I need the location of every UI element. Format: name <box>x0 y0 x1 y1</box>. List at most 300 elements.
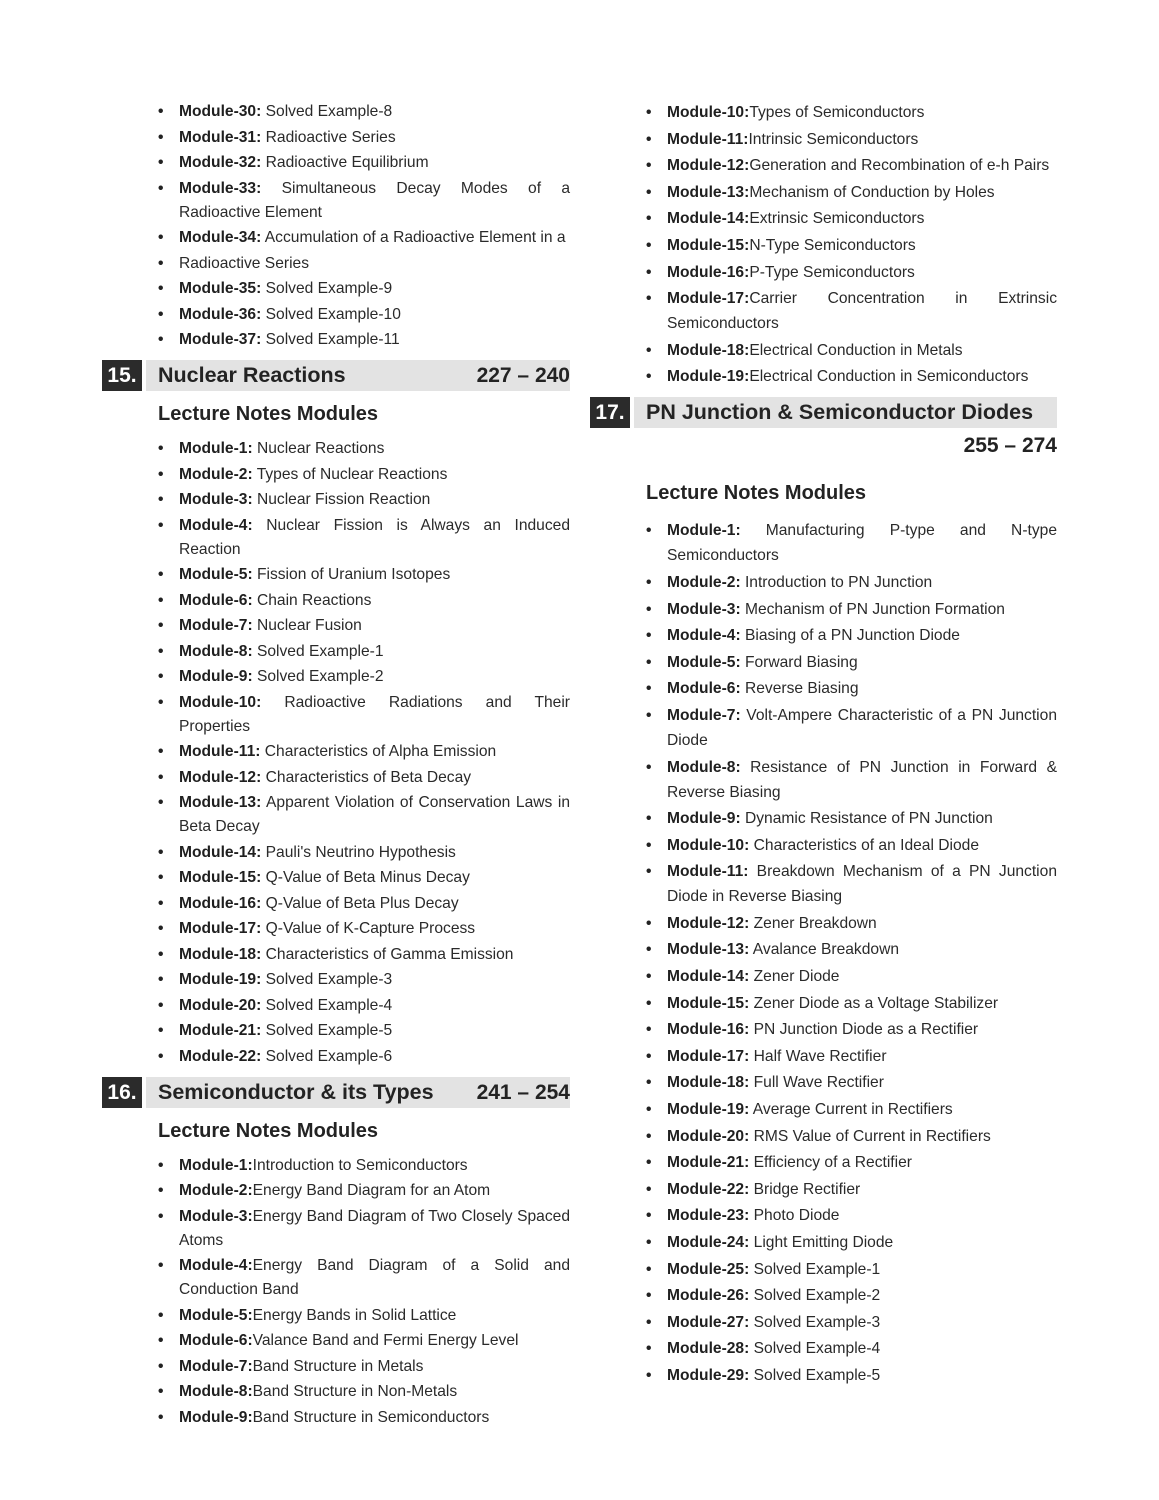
module-title: Valance Band and Fermi Energy Level <box>252 1332 519 1349</box>
module-separator: : <box>256 996 262 1014</box>
module-list-item <box>667 676 1057 701</box>
module-separator: : <box>256 894 262 912</box>
module-title: Solved Example-9 <box>261 280 393 297</box>
module-title: Band Structure in Non-Metals <box>252 1383 458 1400</box>
module-id: Module-4 <box>667 627 736 645</box>
module-id: Module-21 <box>179 1022 257 1039</box>
module-separator: : <box>744 183 750 201</box>
module-separator: : <box>735 680 741 698</box>
module-id: Module-26 <box>667 1287 745 1305</box>
module-list-item <box>667 623 1057 648</box>
module-id: Module-5 <box>179 1306 248 1324</box>
module-title: Zener Diode as a Voltage Stabilizer <box>749 994 999 1012</box>
module-separator: : <box>247 566 253 583</box>
module-title: Introduction to Semiconductors <box>252 1156 468 1174</box>
module-title: Average Current in Rectifiers <box>749 1101 953 1119</box>
module-id: Module-23 <box>667 1207 745 1225</box>
module-list-item <box>667 286 1057 336</box>
module-id: Module-13 <box>667 941 745 959</box>
module-list-item <box>179 126 570 150</box>
module-id: Module-15 <box>179 869 257 886</box>
module-list-item <box>179 968 570 992</box>
module-id: Module-1 <box>179 1156 248 1174</box>
module-list <box>590 100 1057 389</box>
module-title: Accumulation of a Radioactive Element in a <box>261 229 566 246</box>
module-list-item <box>667 153 1057 178</box>
module-list-item <box>179 177 570 225</box>
module-title: Carrier Concentration in Extrinsic Semiconductors <box>667 290 1057 333</box>
module-id: Module-14 <box>667 968 745 986</box>
module-separator: : <box>247 491 253 508</box>
module-title: Q-Value of Beta Minus Decay <box>261 869 470 886</box>
module-list-item <box>667 364 1057 389</box>
module-list-item <box>179 1179 570 1203</box>
module-title: Energy Band Diagram for an Atom <box>252 1182 491 1199</box>
module-id: Module-18 <box>667 1074 745 1092</box>
module-separator: : <box>744 1366 750 1384</box>
module-separator: : <box>735 600 741 618</box>
module-separator: : <box>256 128 262 146</box>
module-title: Half Wave Rectifier <box>749 1047 887 1065</box>
module-id: Module-28 <box>667 1340 745 1358</box>
module-separator: : <box>744 941 750 959</box>
module-separator: : <box>256 1047 262 1065</box>
module-id: Module-3 <box>179 491 248 508</box>
module-title: Solved Example-11 <box>261 331 400 348</box>
module-id: Module-14 <box>179 843 257 861</box>
module-title: Band Structure in Metals <box>252 1357 424 1375</box>
module-separator: : <box>256 229 262 246</box>
module-separator: : <box>744 1074 750 1092</box>
module-list-item <box>667 1017 1057 1042</box>
module-title: Bridge Rectifier <box>749 1180 861 1198</box>
module-list-item <box>667 338 1057 363</box>
module-list-item <box>667 703 1057 753</box>
module-list-item <box>667 1044 1057 1069</box>
module-id: Module-7 <box>179 1357 248 1375</box>
module-title: Full Wave Rectifier <box>749 1074 884 1092</box>
module-list-item <box>179 665 570 689</box>
module-id: Module-11 <box>179 743 256 760</box>
module-separator: : <box>743 863 749 881</box>
module-list-item <box>667 1230 1057 1255</box>
module-separator: : <box>256 843 262 861</box>
module-id: Module-13 <box>179 794 257 811</box>
module-title: Extrinsic Semiconductors <box>749 210 925 228</box>
module-list-item <box>667 806 1057 831</box>
module-list-item <box>179 1154 570 1178</box>
module-list-item <box>179 1329 570 1353</box>
module-title: Volt-Ampere Characteristic of a PN Junction Diode <box>667 706 1057 749</box>
module-id: Module-3 <box>179 1207 248 1225</box>
module-title: Q-Value of K-Capture Process <box>261 920 476 937</box>
module-id: Module-18 <box>667 341 745 359</box>
module-title: Q-Value of Beta Plus Decay <box>261 894 459 912</box>
module-separator: : <box>735 627 741 645</box>
module-id: Module-25 <box>667 1260 745 1278</box>
module-title: N-Type Semiconductors <box>749 236 916 254</box>
module-id: Module-14 <box>667 210 745 228</box>
module-id: Module-2 <box>179 465 248 483</box>
section-number: 16. <box>102 1077 142 1108</box>
module-title: RMS Value of Current in Rectifiers <box>749 1127 991 1145</box>
module-separator: : <box>744 157 750 175</box>
module-id: Module-16 <box>179 894 257 912</box>
module-list-item <box>667 260 1057 285</box>
module-separator: : <box>744 263 750 281</box>
module-separator: : <box>735 706 741 724</box>
module-id: Module-36 <box>179 305 257 323</box>
module-id: Module-20 <box>179 996 257 1014</box>
module-id: Module-9 <box>179 1408 248 1426</box>
module-title: Electrical Conduction in Metals <box>749 341 963 359</box>
module-title: Mechanism of PN Junction Formation <box>740 600 1005 618</box>
module-separator: : <box>247 668 253 685</box>
module-separator: : <box>247 642 253 660</box>
module-id: Module-12 <box>667 914 745 932</box>
section-page-range: 241 – 254 <box>476 1080 570 1104</box>
module-id: Module-19 <box>179 971 257 988</box>
module-title: Types of Semiconductors <box>749 104 925 121</box>
module-title: Characteristics of Gamma Emission <box>261 945 514 963</box>
module-separator: : <box>744 104 750 121</box>
section-number: 17. <box>590 397 630 428</box>
module-list-item <box>179 740 570 764</box>
module-title: Solved Example-3 <box>749 1313 881 1331</box>
module-separator: : <box>256 280 262 297</box>
module-separator: : <box>744 1234 750 1251</box>
module-list-item <box>179 252 570 276</box>
module-list-item <box>179 917 570 941</box>
module-id: Module-33 <box>179 179 257 197</box>
module-list-item <box>667 1283 1057 1308</box>
module-list-item <box>667 911 1057 936</box>
module-title: Nuclear Fission is Always an Induced Reaction <box>179 516 570 558</box>
module-list-item <box>667 1177 1057 1202</box>
module-list <box>590 518 1057 1388</box>
module-separator: : <box>247 516 253 534</box>
module-title: Energy Band Diagram of Two Closely Spaced Atoms <box>179 1207 570 1249</box>
module-title: PN Junction Diode as a Rectifier <box>749 1021 979 1039</box>
module-id: Module-8 <box>179 642 248 660</box>
module-title: Solved Example-2 <box>749 1287 881 1305</box>
module-separator: : <box>744 1313 750 1331</box>
module-separator: : <box>256 1022 262 1039</box>
module-separator: : <box>256 331 262 348</box>
module-list-item <box>667 1336 1057 1361</box>
module-list-item <box>667 100 1057 125</box>
module-separator: : <box>744 341 750 359</box>
module-title: Apparent Violation of Conservation Laws in Beta Decay <box>179 794 570 835</box>
module-id: Module-22 <box>667 1180 745 1198</box>
module-list-item <box>179 328 570 352</box>
module-list-item <box>667 1150 1057 1175</box>
module-title: Pauli's Neutrino Hypothesis <box>261 843 456 861</box>
module-title: Solved Example-1 <box>252 642 384 660</box>
module-id: Module-8 <box>667 758 736 776</box>
section-title: Nuclear Reactions <box>158 363 346 387</box>
module-list-item <box>667 937 1057 962</box>
module-title: Radioactive Equilibrium <box>261 154 429 171</box>
module-separator: : <box>744 1101 750 1119</box>
module-list-item <box>179 691 570 739</box>
module-id: Module-20 <box>667 1127 745 1145</box>
module-title: Simultaneous Decay Modes of a Radioactive Element <box>179 179 570 221</box>
section-title: PN Junction & Semiconductor Diodes <box>646 400 1034 425</box>
module-list-item <box>179 892 570 916</box>
section-15-header <box>102 360 570 391</box>
module-title: Nuclear Fission Reaction <box>252 491 431 508</box>
module-title: Biasing of a PN Junction Diode <box>740 627 960 645</box>
module-title: Types of Nuclear Reactions <box>252 465 448 483</box>
module-title: Mechanism of Conduction by Holes <box>749 183 995 201</box>
module-separator: : <box>744 836 750 854</box>
module-id: Module-12 <box>179 768 257 786</box>
module-id: Module-10 <box>667 104 745 121</box>
module-id: Module-5 <box>179 566 248 583</box>
module-separator: : <box>247 1383 253 1400</box>
module-list-item <box>667 833 1057 858</box>
module-title: Solved Example-2 <box>252 668 384 685</box>
module-separator: : <box>247 1408 253 1426</box>
module-title: Characteristics of Beta Decay <box>261 768 472 786</box>
lecture-notes-heading: Lecture Notes Modules <box>158 1119 379 1142</box>
module-list-item <box>667 964 1057 989</box>
module-id: Module-2 <box>667 573 736 591</box>
module-title: Efficiency of a Rectifier <box>749 1154 912 1172</box>
module-title: Solved Example-4 <box>261 996 393 1014</box>
module-separator: : <box>744 1021 750 1039</box>
module-id: Module-10 <box>667 836 745 854</box>
module-separator: : <box>256 945 262 963</box>
module-separator: : <box>247 1332 253 1349</box>
module-id: Module-19 <box>667 368 745 386</box>
module-list-item <box>179 866 570 890</box>
module-list-item <box>179 1304 570 1328</box>
module-list-item <box>667 597 1057 622</box>
module-title: Solved Example-8 <box>261 103 393 120</box>
module-separator: : <box>743 130 749 148</box>
module-id: Module-10 <box>179 693 257 711</box>
module-list-item <box>179 1019 570 1043</box>
module-list-item <box>667 1097 1057 1122</box>
module-separator: : <box>744 1047 750 1065</box>
module-list-item <box>667 1124 1057 1149</box>
module-separator: : <box>247 591 253 609</box>
module-id: Module-30 <box>179 103 257 120</box>
module-id: Module-3 <box>667 600 736 618</box>
module-title: Solved Example-5 <box>749 1366 881 1384</box>
module-id: Module-17 <box>179 920 257 937</box>
module-id: Module-22 <box>179 1047 257 1065</box>
module-separator: : <box>744 210 750 228</box>
module-separator: : <box>256 971 262 988</box>
module-separator: : <box>247 1182 253 1199</box>
module-id: Module-15 <box>667 236 745 254</box>
module-title: Radioactive Series <box>179 254 310 272</box>
module-title: Characteristics of Alpha Emission <box>260 743 497 760</box>
module-id: Module-2 <box>179 1182 248 1199</box>
module-list-item <box>179 463 570 487</box>
module-id: Module-8 <box>179 1383 248 1400</box>
module-separator: : <box>256 154 262 171</box>
module-title: Resistance of PN Junction in Forward & Reverse Biasing <box>667 758 1057 801</box>
module-separator: : <box>247 617 253 634</box>
module-list-item <box>179 943 570 967</box>
module-id: Module-6 <box>179 591 248 609</box>
module-separator: : <box>735 810 741 828</box>
module-separator: : <box>247 1357 253 1375</box>
module-list-item <box>179 640 570 664</box>
module-id: Module-27 <box>667 1313 745 1331</box>
module-title: Solved Example-5 <box>261 1022 393 1039</box>
module-separator: : <box>744 1180 750 1198</box>
module-list-item <box>179 151 570 175</box>
module-list-item <box>667 570 1057 595</box>
module-separator: : <box>744 290 750 308</box>
module-list-item <box>667 518 1057 568</box>
module-separator: : <box>256 693 262 711</box>
module-separator: : <box>255 743 261 760</box>
module-list-item <box>667 991 1057 1016</box>
module-title: Generation and Recombination of e-h Pairs <box>749 157 1050 175</box>
module-id: Module-35 <box>179 280 257 297</box>
module-id: Module-32 <box>179 154 257 171</box>
module-list-item <box>667 1257 1057 1282</box>
module-id: Module-1 <box>667 522 736 540</box>
module-id: Module-18 <box>179 945 257 963</box>
module-separator: : <box>256 179 262 197</box>
module-id: Module-6 <box>179 1332 248 1349</box>
module-list-item <box>179 488 570 512</box>
module-list-item <box>667 1203 1057 1228</box>
module-id: Module-6 <box>667 680 736 698</box>
module-id: Module-4 <box>179 516 248 534</box>
module-list-item <box>179 437 570 461</box>
module-separator: : <box>744 1340 750 1358</box>
module-title: Energy Bands in Solid Lattice <box>252 1306 457 1324</box>
module-separator: : <box>735 758 741 776</box>
module-list-item <box>179 1205 570 1253</box>
module-id: Module-5 <box>667 653 736 671</box>
module-list-item <box>667 755 1057 805</box>
module-title: Solved Example-3 <box>261 971 393 988</box>
module-title: Zener Breakdown <box>749 914 877 932</box>
module-id: Module-29 <box>667 1366 745 1384</box>
module-id: Module-9 <box>667 810 736 828</box>
module-id: Module-37 <box>179 331 257 348</box>
module-title: Fission of Uranium Isotopes <box>252 566 451 583</box>
module-list-item <box>667 1363 1057 1388</box>
module-list-item <box>667 233 1057 258</box>
module-title: Nuclear Fusion <box>252 617 362 634</box>
module-title: Solved Example-4 <box>749 1340 881 1358</box>
module-list-item <box>179 614 570 638</box>
right-column <box>590 100 1057 1390</box>
module-separator: : <box>744 994 750 1012</box>
module-separator: : <box>744 236 750 254</box>
module-list-item <box>179 1355 570 1379</box>
module-list-item <box>179 100 570 124</box>
module-id: Module-17 <box>667 290 745 308</box>
module-separator: : <box>256 103 262 120</box>
module-title: Chain Reactions <box>252 591 372 609</box>
module-list-item <box>179 277 570 301</box>
module-list <box>102 1154 570 1430</box>
module-id: Module-15 <box>667 994 745 1012</box>
module-title: Reverse Biasing <box>740 680 859 698</box>
module-separator: : <box>256 794 262 811</box>
module-list-item <box>179 841 570 865</box>
left-column <box>102 100 570 1431</box>
module-list-item <box>667 650 1057 675</box>
module-title: Characteristics of an Ideal Diode <box>749 836 980 854</box>
module-title: Energy Band Diagram of a Solid and Conduction Band <box>179 1257 570 1298</box>
lecture-notes-heading: Lecture Notes Modules <box>158 403 379 425</box>
module-separator: : <box>256 869 262 886</box>
module-id: Module-4 <box>179 1257 248 1274</box>
section-page-range: 227 – 240 <box>476 364 570 387</box>
module-list-item <box>179 1406 570 1430</box>
module-title: Introduction to PN Junction <box>740 573 933 591</box>
module-id: Module-1 <box>179 440 248 457</box>
module-title: P-Type Semiconductors <box>749 263 915 281</box>
module-separator: : <box>735 522 741 540</box>
module-id: Module-9 <box>179 668 248 685</box>
module-list-item <box>667 1310 1057 1335</box>
module-id: Module-13 <box>667 183 745 201</box>
module-separator: : <box>744 968 750 986</box>
module-separator: : <box>256 920 262 937</box>
module-separator: : <box>735 653 741 671</box>
module-title: Radioactive Radiations and Their Properties <box>179 693 570 735</box>
module-separator: : <box>744 1260 750 1278</box>
module-list-item <box>179 766 570 790</box>
module-title: Avalance Breakdown <box>749 941 899 959</box>
module-list-item <box>179 994 570 1018</box>
module-list-item <box>179 589 570 613</box>
module-id: Module-12 <box>667 157 745 175</box>
module-id: Module-7 <box>667 706 736 724</box>
module-separator: : <box>247 1207 253 1225</box>
module-separator: : <box>735 573 741 591</box>
module-separator: : <box>247 1257 253 1274</box>
module-list-item <box>179 303 570 327</box>
section-17-header <box>590 397 1057 428</box>
module-separator: : <box>744 1287 750 1305</box>
lecture-notes-heading: Lecture Notes Modules <box>646 482 867 505</box>
module-id: Module-11 <box>667 863 744 881</box>
module-title: Light Emitting Diode <box>749 1234 894 1251</box>
module-list-item <box>179 514 570 562</box>
module-title: Band Structure in Semiconductors <box>252 1408 490 1426</box>
module-list-item <box>179 791 570 839</box>
module-id: Module-17 <box>667 1047 745 1065</box>
module-id: Module-21 <box>667 1154 745 1172</box>
module-title: Intrinsic Semiconductors <box>748 130 919 148</box>
module-id: Module-19 <box>667 1101 745 1119</box>
module-list-item <box>667 127 1057 152</box>
module-title: Manufacturing P-type and N-type Semiconductors <box>667 522 1057 565</box>
module-id: Module-16 <box>667 263 745 281</box>
module-title: Solved Example-1 <box>749 1260 881 1278</box>
module-list-item <box>667 206 1057 231</box>
module-title: Radioactive Series <box>261 128 396 146</box>
module-list <box>102 437 570 1069</box>
module-list-item <box>179 1380 570 1404</box>
module-separator: : <box>256 305 262 323</box>
module-separator: : <box>744 1154 750 1172</box>
